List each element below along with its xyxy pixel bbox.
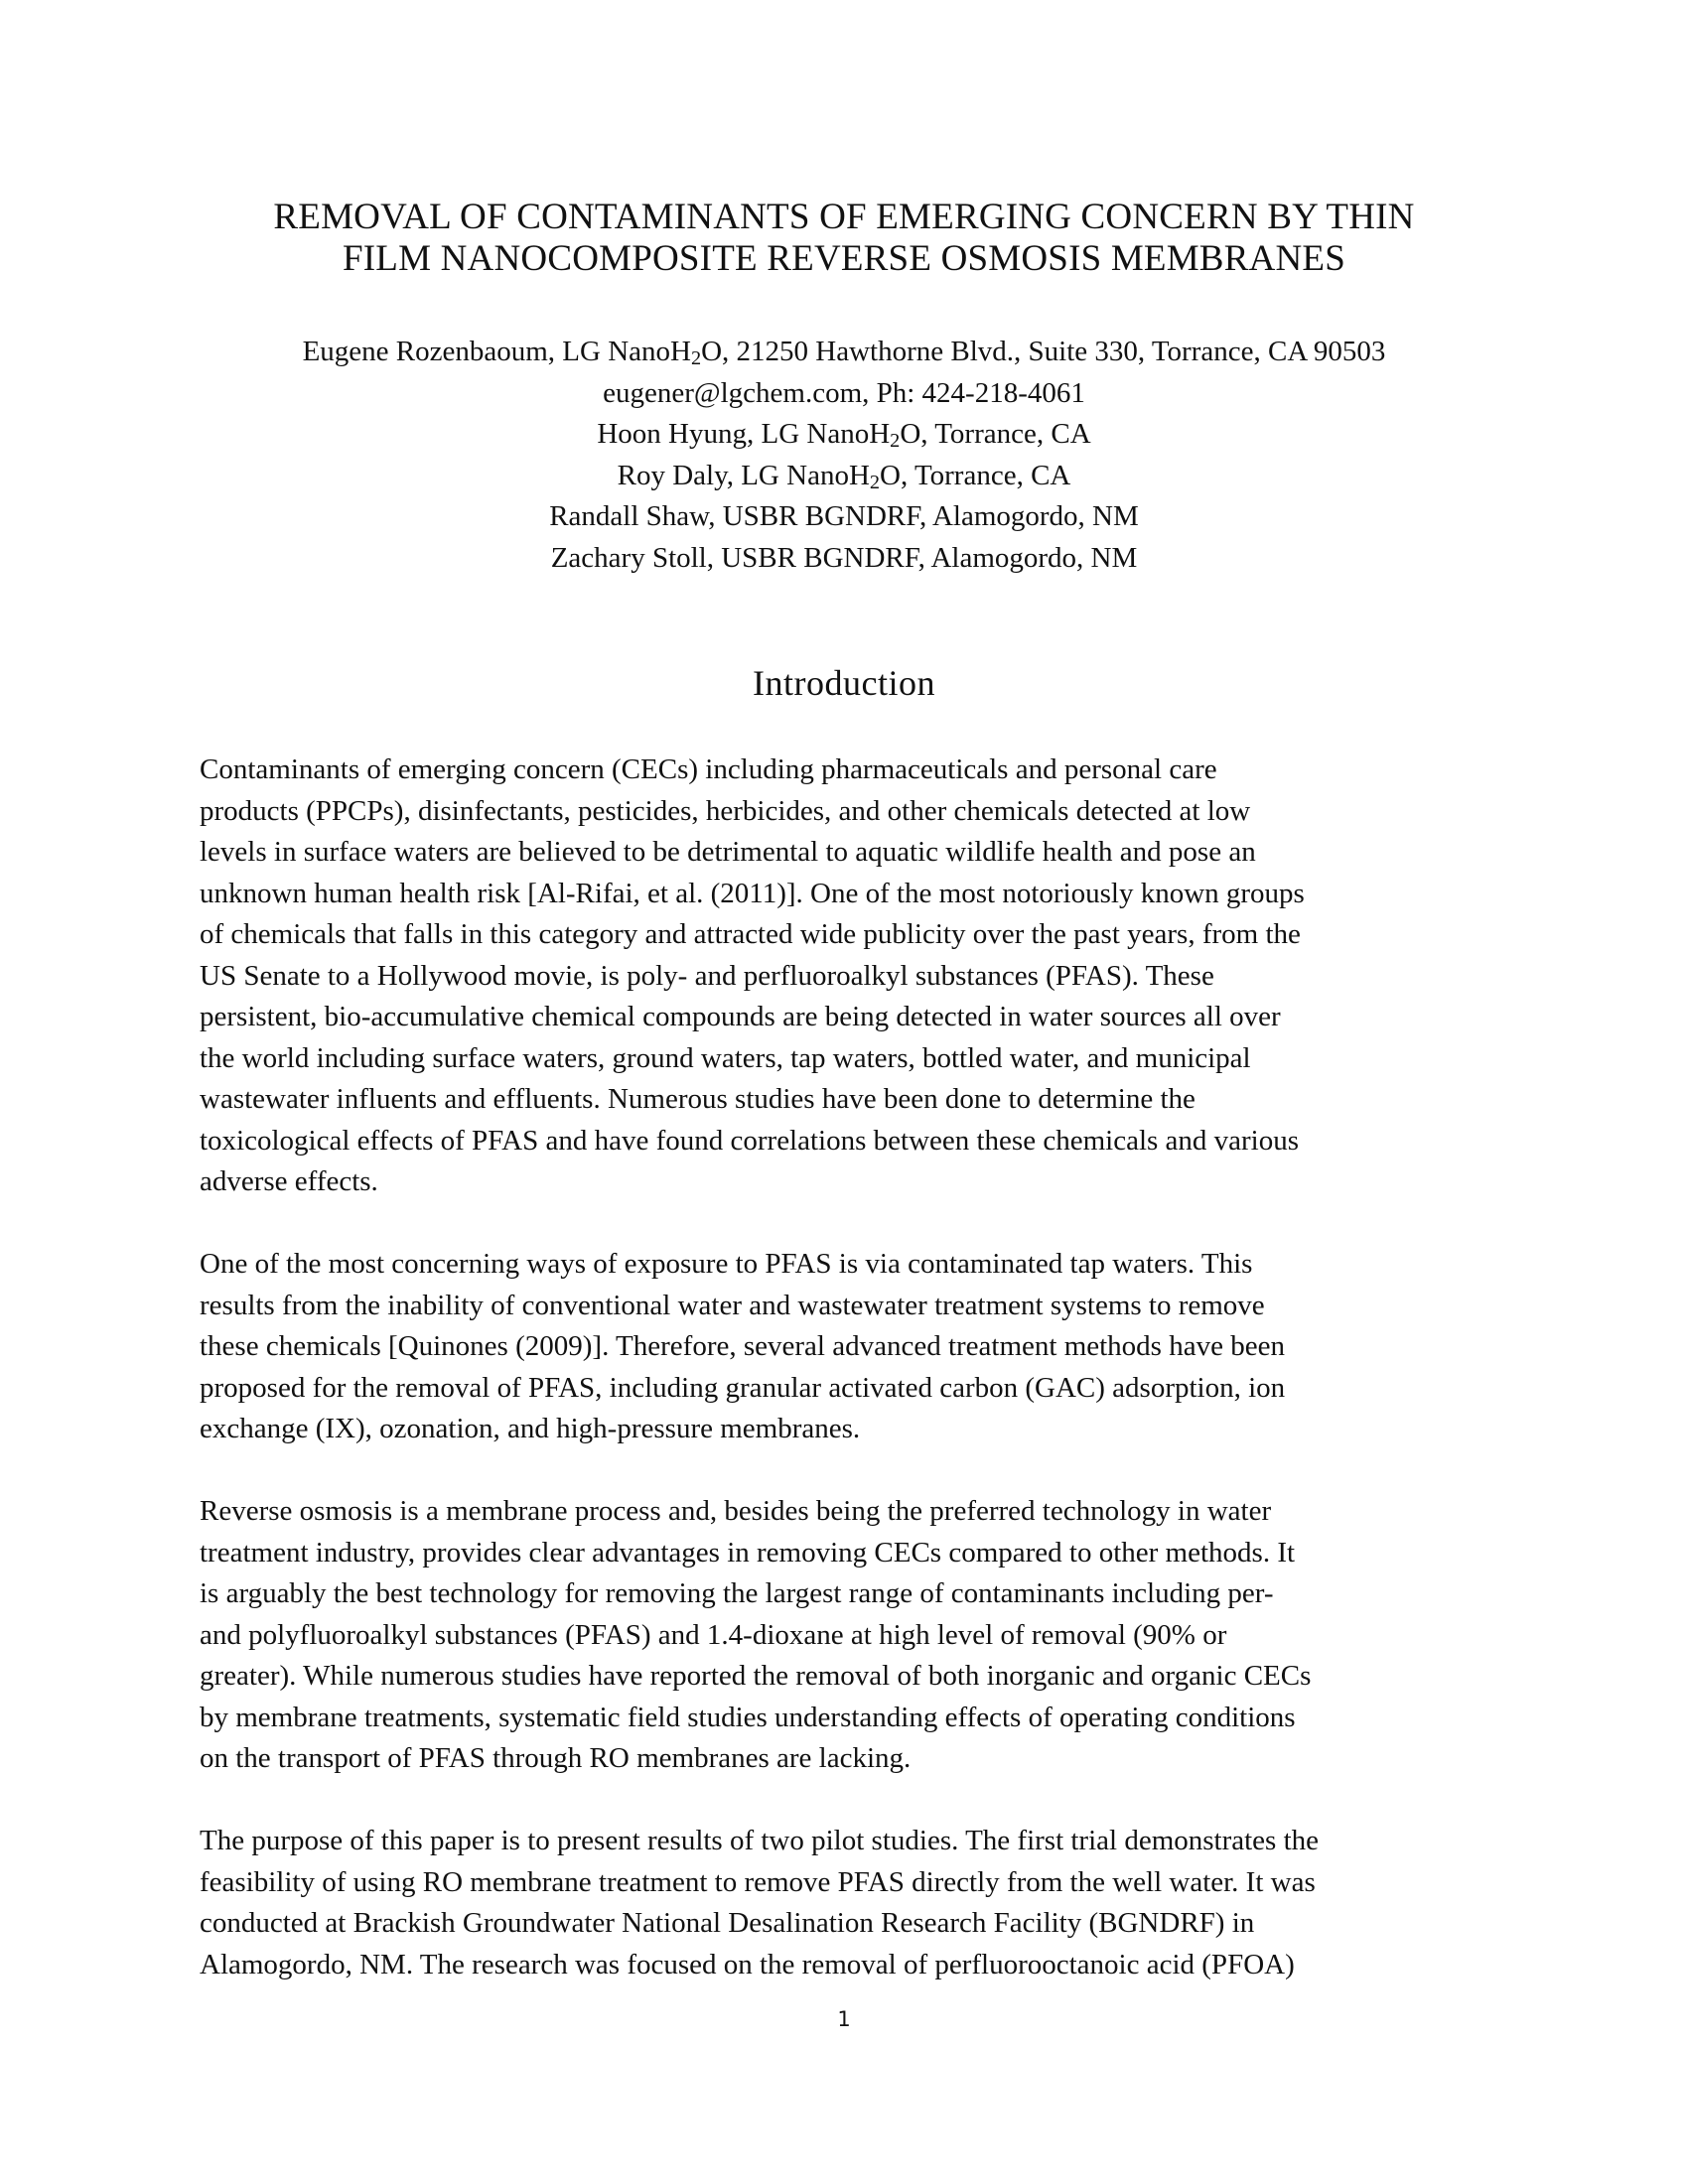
text-line: greater). While numerous studies have reported the removal of both inorganic and organic CECs (200, 1660, 1312, 1692)
author-text: eugener@lgchem.com, Ph: 424-218-4061 (603, 376, 1085, 409)
text-line: is arguably the best technology for removing the largest range of contaminants including per- (200, 1577, 1274, 1609)
text-line: US Senate to a Hollywood movie, is poly- and perfluoroalkyl substances (PFAS). These (200, 959, 1214, 992)
paper-title (149, 197, 1539, 280)
text-line: products (PPCPs), disinfectants, pesticides, herbicides, and other chemicals detected at low (200, 794, 1251, 827)
text-line: Reverse osmosis is a membrane process and, besides being the preferred technology in water (200, 1495, 1272, 1527)
paragraph (200, 1491, 1510, 1780)
page-number: 1 (837, 2007, 851, 2031)
author-text: Eugene Rozenbaoum, LG NanoH (302, 336, 691, 367)
paragraph (200, 1821, 1510, 1985)
text-line: One of the most concerning ways of exposure to PFAS is via contaminated tap waters. This (200, 1248, 1253, 1280)
text-line: by membrane treatments, systematic field studies understanding effects of operating conditions (200, 1701, 1296, 1733)
text-line: of chemicals that falls in this category and attracted wide publicity over the past years, from the (200, 918, 1301, 950)
paragraph (200, 750, 1510, 1203)
author-line (149, 456, 1539, 497)
subscript: 2 (690, 347, 702, 370)
text-line: levels in surface waters are believed to be detrimental to aquatic wildlife health and pose an (200, 836, 1256, 868)
text-line: persistent, bio-accumulative chemical compounds are being detected in water sources all over (200, 1001, 1281, 1032)
text-line: conducted at Brackish Groundwater National Desalination Research Facility (BGNDRF) in (200, 1907, 1255, 1939)
text-line: unknown human health risk [Al-Rifai, et al. (2011)]. One of the most notoriously known groups (200, 877, 1305, 909)
text-line: treatment industry, provides clear advantages in removing CECs compared to other methods. It (200, 1536, 1296, 1569)
text-line: Alamogordo, NM. The research was focused on the removal of perfluorooctanoic acid (PFOA) (200, 1948, 1295, 1980)
text-line: these chemicals [Quinones (2009)]. Therefore, several advanced treatment methods have been (200, 1330, 1285, 1362)
paragraph (200, 1244, 1510, 1450)
text-line: on the transport of PFAS through RO membranes are lacking. (200, 1742, 912, 1774)
body-text (200, 750, 1510, 2027)
text-line: wastewater influents and effluents. Numerous studies have been done to determine the (200, 1083, 1196, 1115)
author-text: O, Torrance, CA (880, 459, 1071, 491)
subscript: 2 (869, 471, 881, 493)
text-line: exchange (IX), ozonation, and high-pressure membranes. (200, 1413, 861, 1444)
text-line: proposed for the removal of PFAS, including granular activated carbon (GAC) adsorption, ion (200, 1371, 1286, 1404)
text-line: toxicological effects of PFAS and have found correlations between these chemicals and various (200, 1124, 1300, 1157)
author-line (149, 332, 1539, 373)
section-heading: Introduction (753, 663, 935, 703)
author-line (149, 414, 1539, 456)
text-line: Contaminants of emerging concern (CECs) including pharmaceuticals and personal care (200, 753, 1217, 785)
author-text: Hoon Hyung, LG NanoH (597, 418, 891, 450)
author-contact-line (149, 373, 1539, 415)
text-line: the world including surface waters, ground waters, tap waters, bottled water, and municipal (200, 1041, 1251, 1074)
text-line: feasibility of using RO membrane treatment to remove PFAS directly from the well water. It was (200, 1865, 1316, 1898)
title-line: FILM NANOCOMPOSITE REVERSE OSMOSIS MEMBRANES (342, 238, 1345, 279)
text-line: The purpose of this paper is to present results of two pilot studies. The first trial demonstrates the (200, 1825, 1320, 1856)
author-line (149, 538, 1539, 580)
author-block (149, 332, 1539, 579)
author-line (149, 496, 1539, 538)
author-text: Zachary Stoll, USBR BGNDRF, Alamogordo, NM (550, 541, 1138, 574)
text-line: and polyfluoroalkyl substances (PFAS) and 1.4-dioxane at high level of removal (90% or (200, 1618, 1227, 1651)
author-text: O, Torrance, CA (900, 418, 1091, 450)
author-text: O, 21250 Hawthorne Blvd., Suite 330, Torrance, CA 90503 (701, 336, 1386, 367)
text-line: results from the inability of conventional water and wastewater treatment systems to remove (200, 1289, 1265, 1321)
subscript: 2 (890, 430, 901, 453)
author-text: Randall Shaw, USBR BGNDRF, Alamogordo, NM (549, 500, 1139, 532)
title-line: REMOVAL OF CONTAMINANTS OF EMERGING CONCERN BY THIN (273, 197, 1415, 237)
text-line: adverse effects. (200, 1165, 378, 1197)
author-text: Roy Daly, LG NanoH (617, 459, 870, 491)
